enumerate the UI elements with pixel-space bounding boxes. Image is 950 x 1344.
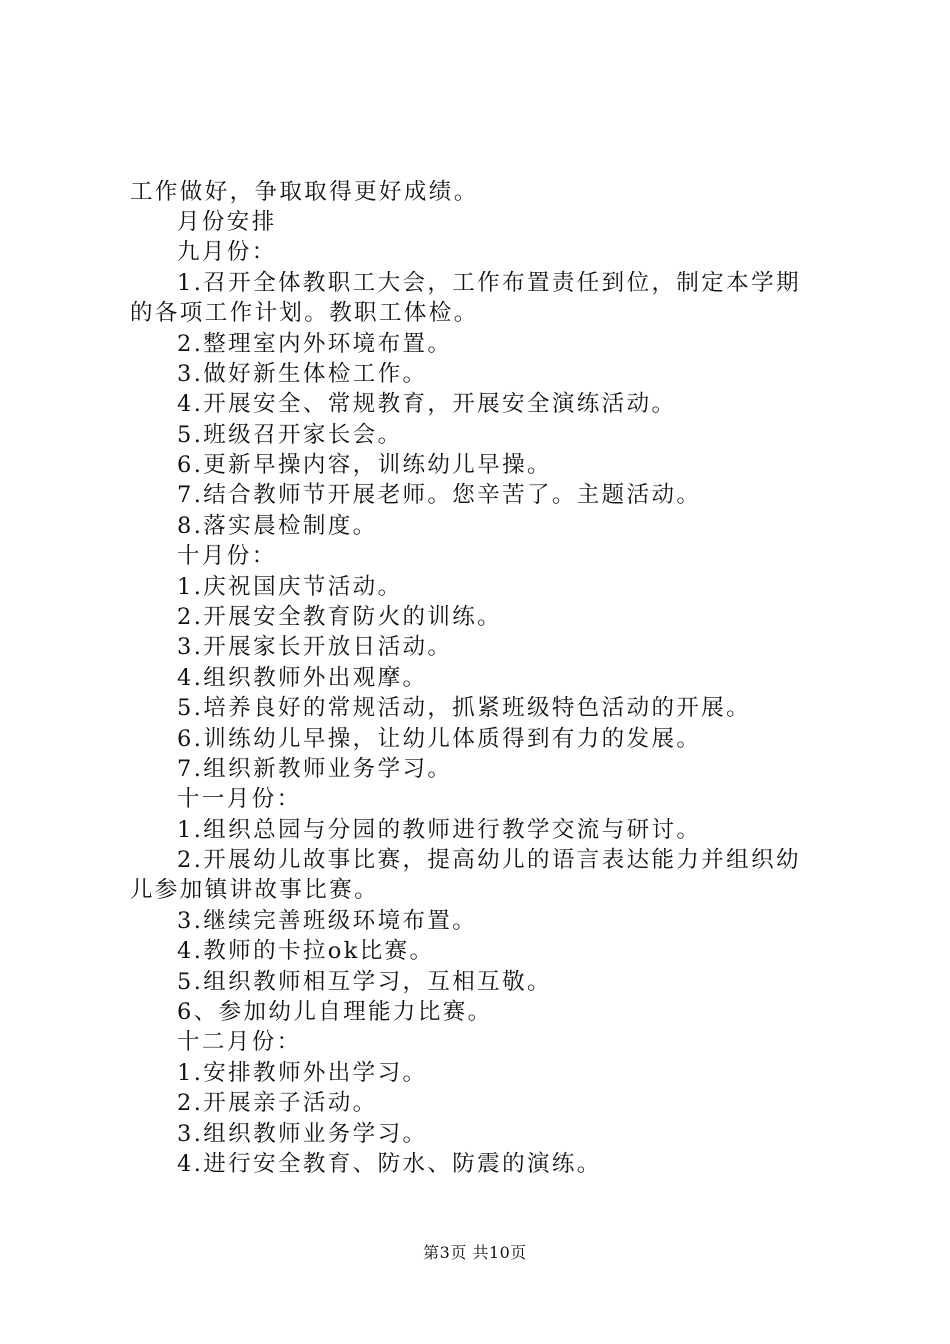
month-heading: 十二月份： <box>177 1029 302 1055</box>
list-item: 2.整理室内外环境布置。 <box>177 331 453 357</box>
section-heading: 月份安排 <box>177 209 277 235</box>
list-item: 2.开展安全教育防火的训练。 <box>177 604 503 630</box>
list-item: 4.组织教师外出观摩。 <box>177 665 428 691</box>
list-item: 2.开展亲子活动。 <box>177 1090 378 1116</box>
list-item: 6.更新早操内容，训练幼儿早操。 <box>177 452 552 478</box>
list-item: 8.落实晨检制度。 <box>177 513 378 539</box>
list-item: 1.组织总园与分园的教师进行教学交流与研讨。 <box>177 817 702 843</box>
list-item: 2.开展幼儿故事比赛，提高幼儿的语言表达能力并组织幼 <box>177 847 801 873</box>
month-heading: 十月份： <box>177 543 277 569</box>
list-item: 4.开展安全、常规教育，开展安全演练活动。 <box>177 391 677 417</box>
page-footer: 第3页 共10页 <box>423 1243 527 1262</box>
list-item-continuation: 儿参加镇讲故事比赛。 <box>130 877 380 903</box>
list-item: 3.继续完善班级环境布置。 <box>177 908 478 934</box>
list-item-continuation: 的各项工作计划。教职工体检。 <box>130 300 479 326</box>
list-item: 4.进行安全教育、防水、防震的演练。 <box>177 1151 602 1177</box>
list-item: 6.训练幼儿早操，让幼儿体质得到有力的发展。 <box>177 726 702 752</box>
list-item: 3.做好新生体检工作。 <box>177 361 428 387</box>
text-line: 工作做好，争取取得更好成绩。 <box>130 179 479 205</box>
list-item: 1.召开全体教职工大会，工作布置责任到位，制定本学期 <box>177 270 801 296</box>
list-item: 7.结合教师节开展老师。您辛苦了。主题活动。 <box>177 482 702 508</box>
list-item: 5.培养良好的常规活动，抓紧班级特色活动的开展。 <box>177 695 752 721</box>
list-item: 3.组织教师业务学习。 <box>177 1121 428 1147</box>
list-item: 3.开展家长开放日活动。 <box>177 634 453 660</box>
list-item: 5.班级召开家长会。 <box>177 422 403 448</box>
list-item: 7.组织新教师业务学习。 <box>177 756 453 782</box>
month-heading: 九月份： <box>177 239 277 265</box>
list-item: 5.组织教师相互学习，互相互敬。 <box>177 969 552 995</box>
list-item: 1.庆祝国庆节活动。 <box>177 574 403 600</box>
month-heading: 十一月份： <box>177 786 302 812</box>
list-item: 4.教师的卡拉ok比赛。 <box>177 938 435 964</box>
list-item: 1.安排教师外出学习。 <box>177 1060 428 1086</box>
list-item: 6、参加幼儿自理能力比赛。 <box>177 999 493 1025</box>
